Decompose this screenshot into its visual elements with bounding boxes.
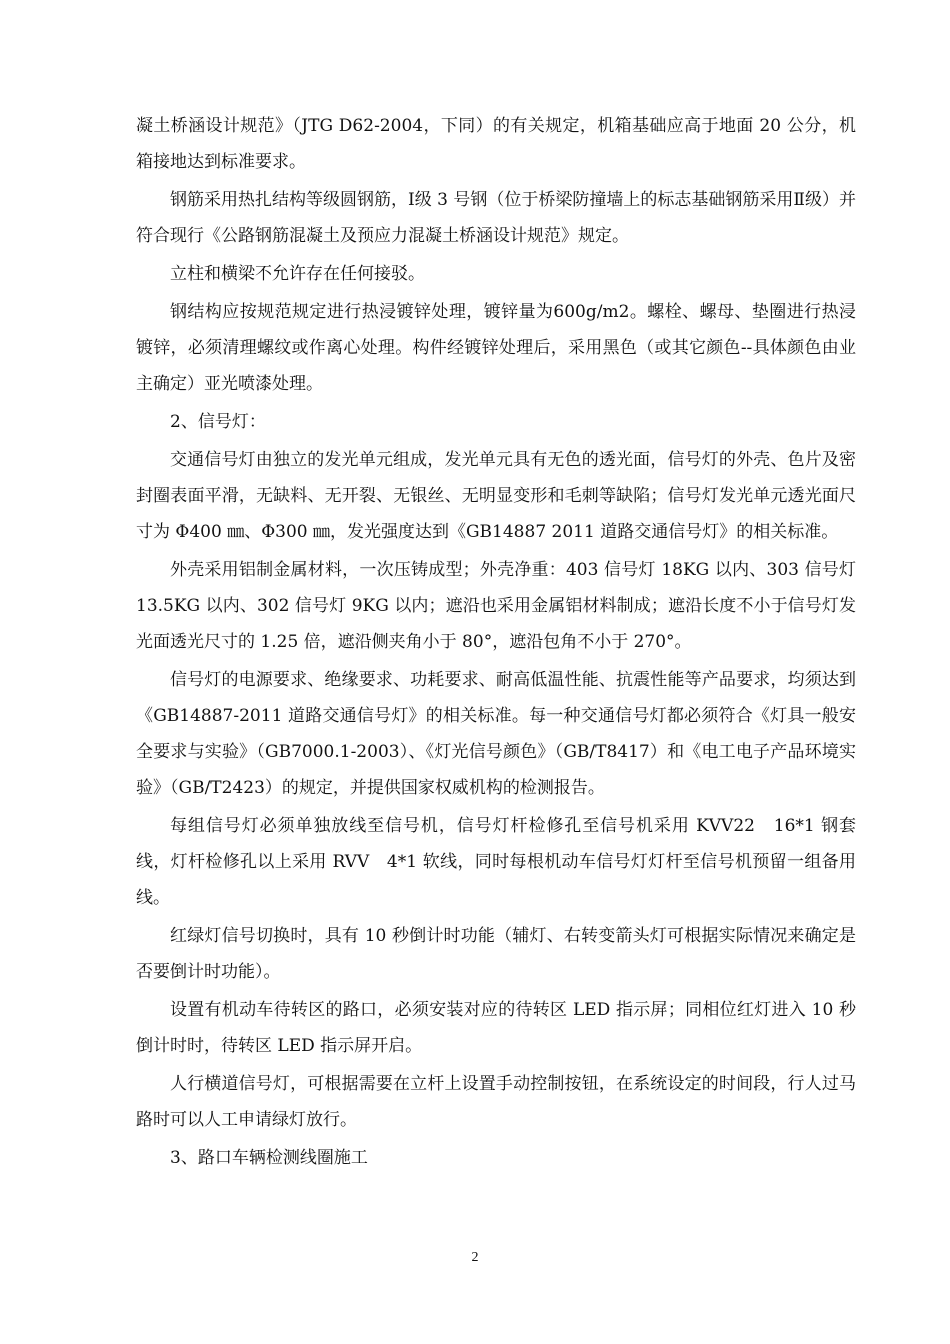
page-number: 2	[471, 1250, 479, 1265]
paragraph-columns: 立柱和横梁不允许存在任何接驳。	[170, 264, 425, 284]
section-heading-detection-loops: 3、路口车辆检测线圈施工	[170, 1148, 368, 1168]
paragraph-housing: 外壳采用铝制金属材料，一次压铸成型；外壳净重：403 信号灯 18KG 以内、303 信号灯 13.5KG 以内、302 信号灯 9KG 以内；遮沿也采用金属铝材料制成；遮沿长度不小于信号灯发光面透光尺寸的 1.25 倍，遮沿侧夹角小于 80°，遮沿包角不小于 270°。	[136, 560, 856, 652]
paragraph-countdown: 红绿灯信号切换时，具有 10 秒倒计时功能（辅灯、右转变箭头灯可根据实际情况来确定是否要倒计时功能）。	[136, 926, 856, 982]
paragraph-continuation: 凝土桥涵设计规范》（JTG D62-2004，下同）的有关规定，机箱基础应高于地面 20 公分，机箱接地达到标准要求。	[136, 116, 856, 172]
document-body	[136, 108, 856, 1178]
paragraph-wiring: 每组信号灯必须单独放线至信号机，信号灯杆检修孔至信号机采用 KVV22 16*1 钢套线，灯杆检修孔以上采用 RVV 4*1 软线，同时每根机动车信号灯灯杆至信号机预留一组备用线。	[136, 816, 856, 908]
paragraph-galvanizing: 钢结构应按规范规定进行热浸镀锌处理，镀锌量为600g/m2。螺栓、螺母、垫圈进行热浸镀锌，必须清理螺纹或作离心处理。构件经镀锌处理后，采用黑色（或其它颜色--具体颜色由业主确定）亚光喷漆处理。	[136, 302, 856, 394]
paragraph-pedestrian: 人行横道信号灯，可根据需要在立杆上设置手动控制按钮，在系统设定的时间段，行人过马路时可以人工申请绿灯放行。	[136, 1074, 856, 1130]
paragraph-signal-units: 交通信号灯由独立的发光单元组成，发光单元具有无色的透光面，信号灯的外壳、色片及密封圈表面平滑，无缺料、无开裂、无银丝、无明显变形和毛刺等缺陷；信号灯发光单元透光面尺寸为 Φ400 ㎜、Φ300 ㎜，发光强度达到《GB14887 2011 道路交通信号灯》的相关标准。	[136, 450, 856, 542]
section-heading-signal-lights: 2、信号灯：	[170, 412, 266, 432]
paragraph-requirements: 信号灯的电源要求、绝缘要求、功耗要求、耐高低温性能、抗震性能等产品要求，均须达到《GB14887-2011 道路交通信号灯》的相关标准。每一种交通信号灯都必须符合《灯具一般安全要求与实验》（GB7000.1-2003）、《灯光信号颜色》（GB/T8417）和《电工电子产品环境实验》（GB/T2423）的规定，并提供国家权威机构的检测报告。	[136, 670, 856, 798]
paragraph-rebar: 钢筋采用热扎结构等级圆钢筋，Ⅰ级 3 号钢（位于桥梁防撞墙上的标志基础钢筋采用Ⅱ级）并符合现行《公路钢筋混凝土及预应力混凝土桥涵设计规范》规定。	[136, 190, 856, 246]
paragraph-waiting-zone: 设置有机动车待转区的路口，必须安装对应的待转区 LED 指示屏；同相位红灯进入 10 秒倒计时时，待转区 LED 指示屏开启。	[136, 1000, 856, 1056]
